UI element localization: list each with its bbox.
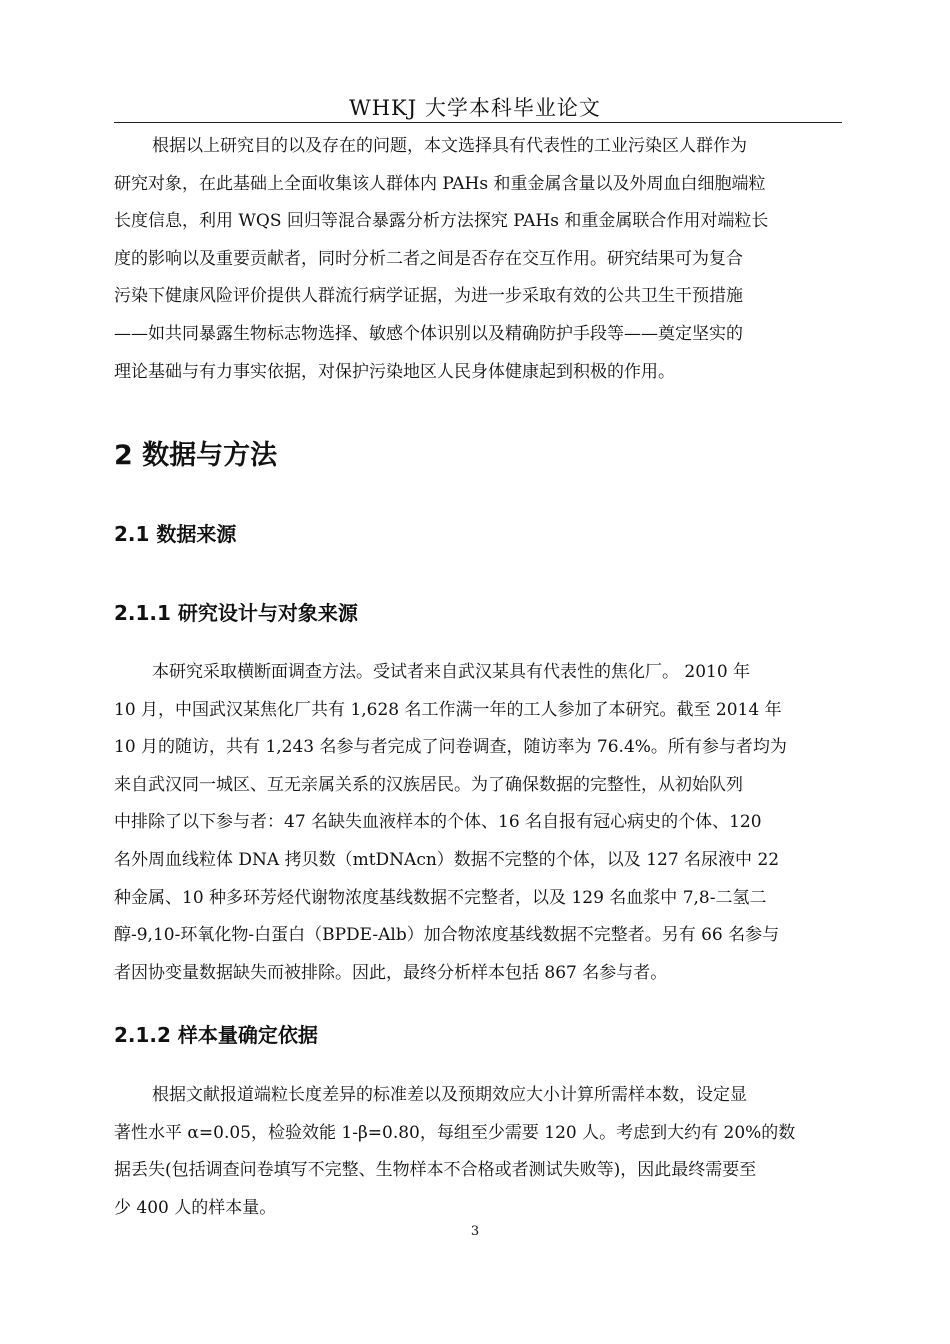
paragraph-line: 10 月，中国武汉某焦化厂共有 1,628 名工作满一年的工人参加了本研究。截至 2014 年 (114, 699, 782, 720)
paragraph-line: 者因协变量数据缺失而被排除。因此，最终分析样本包括 867 名参与者。 (114, 962, 668, 983)
paragraph-line: 少 400 人的样本量。 (114, 1197, 277, 1218)
section-heading: 2 数据与方法 (114, 440, 278, 471)
paragraph-line: 根据文献报道端粒长度差异的标准差以及预期效应大小计算所需样本数，设定显 (152, 1085, 747, 1105)
sample-size-paragraph (114, 1077, 838, 1227)
paragraph-line: 理论基础与有力事实依据，对保护污染地区人民身体健康起到积极的作用。 (114, 361, 675, 382)
paragraph-line: ——如共同暴露生物标志物选择、敏感个体识别以及精确防护手段等——奠定坚实的 (114, 323, 743, 344)
paragraph-line: 根据以上研究目的以及存在的问题，本文选择具有代表性的工业污染区人群作为 (152, 136, 747, 156)
paragraph-line: 研究对象，在此基础上全面收集该人群体内 PAHs 和重金属含量以及外周血白细胞端粒 (114, 173, 766, 194)
study-design-paragraph (114, 654, 838, 992)
subsubsection-heading-study-design: 2.1.1 研究设计与对象来源 (114, 601, 358, 625)
intro-paragraph (114, 128, 838, 391)
paragraph-line: 醇-9,10-环氧化物-白蛋白（BPDE-Alb）加合物浓度基线数据不完整者。另有 66 名参与 (114, 925, 780, 946)
running-header-title: WHKJ 大学本科毕业论文 (349, 96, 601, 120)
page-number: 3 (470, 1224, 480, 1239)
paragraph-line: 10 月的随访，共有 1,243 名参与者完成了问卷调查，随访率为 76.4%。所有参与者均为 (114, 737, 787, 758)
paragraph-line: 本研究采取横断面调查方法。受试者来自武汉某具有代表性的焦化厂。 2010 年 (152, 662, 751, 682)
subsection-heading: 2.1 数据来源 (114, 522, 237, 546)
paragraph-line: 种金属、10 种多环芳烃代谢物浓度基线数据不完整者，以及 129 名血浆中 7,8-二氢二 (114, 887, 767, 908)
paragraph-line: 污染下健康风险评价提供人群流行病学证据，为进一步采取有效的公共卫生干预措施 (114, 286, 743, 307)
paragraph-line: 中排除了以下参与者：47 名缺失血液样本的个体、16 名自报有冠心病史的个体、120 (114, 812, 762, 833)
paragraph-line: 据丢失(包括调查问卷填写不完整、生物样本不合格或者测试失败等)，因此最终需要至 (114, 1160, 757, 1181)
paragraph-line: 长度信息，利用 WQS 回归等混合暴露分析方法探究 PAHs 和重金属联合作用对端粒长 (114, 211, 769, 232)
header-divider (114, 122, 842, 123)
paragraph-line: 度的影响以及重要贡献者，同时分析二者之间是否存在交互作用。研究结果可为复合 (114, 248, 743, 269)
subsubsection-heading-sample-size: 2.1.2 样本量确定依据 (114, 1023, 318, 1047)
paragraph-line: 来自武汉同一城区、互无亲属关系的汉族居民。为了确保数据的完整性，从初始队列 (114, 774, 743, 795)
paragraph-line: 著性水平 α=0.05，检验效能 1-β=0.80，每组至少需要 120 人。考虑到大约有 20%的数 (114, 1122, 796, 1143)
paragraph-line: 名外周血线粒体 DNA 拷贝数（mtDNAcn）数据不完整的个体，以及 127 名尿液中 22 (114, 849, 780, 870)
